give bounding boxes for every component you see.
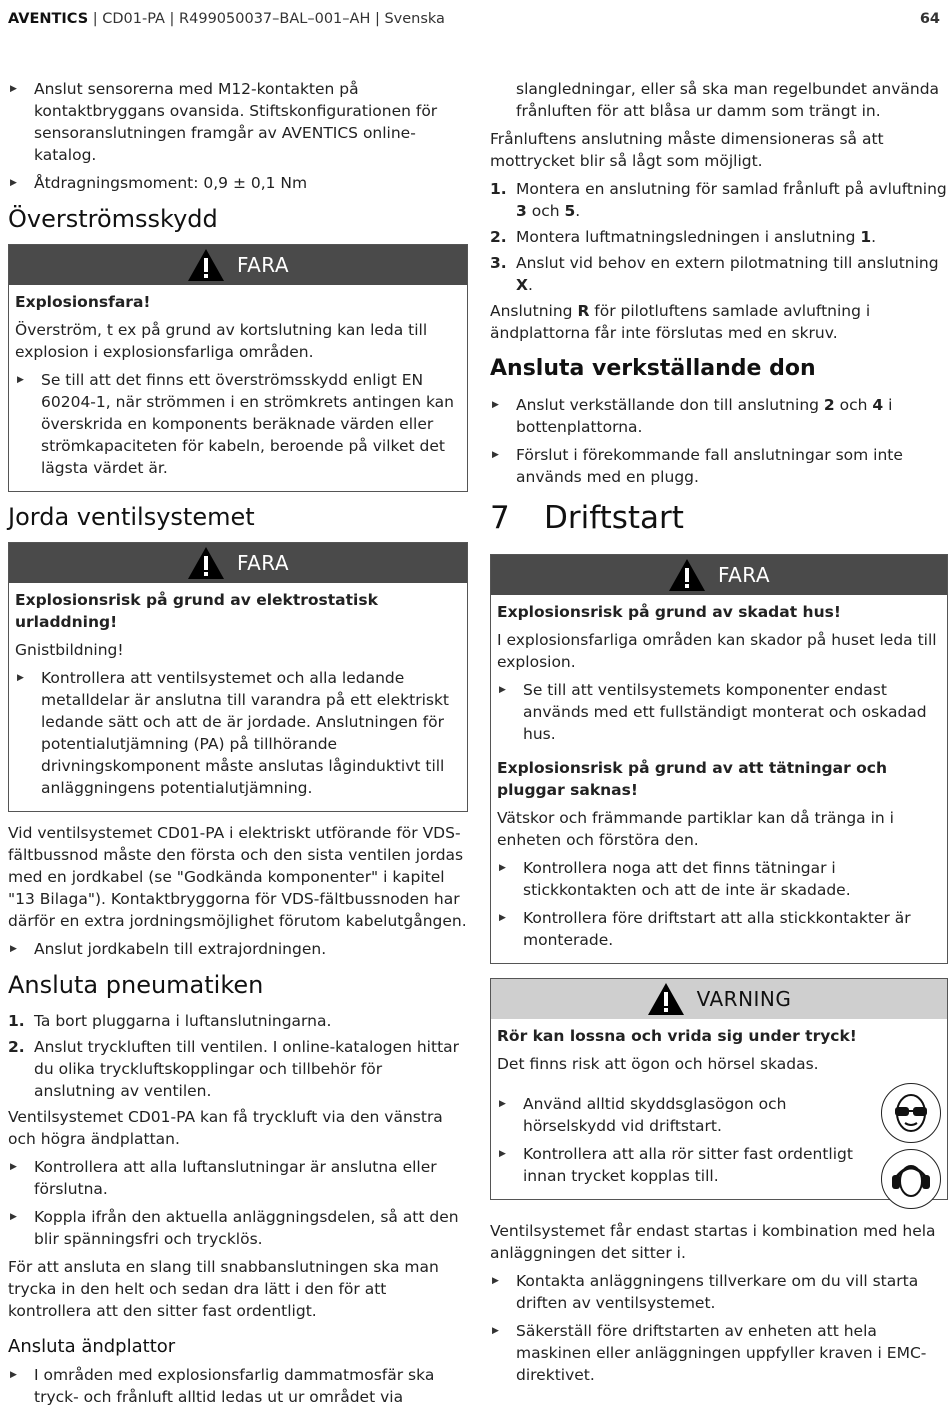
section-heading-endplates: Ansluta ändplattor (8, 1336, 176, 1357)
paragraph: Ventilsystemet får endast startas i kombination med hela anläggningen det sitter i. (490, 1222, 936, 1262)
bullet-item: ▶ Anslut verkställande don till anslutning 2 och 4 i bottenplattorna. (490, 394, 948, 438)
left-column (8, 78, 468, 1414)
warning-title: Rör kan lossna och vrida sig under tryck! (497, 1027, 857, 1045)
section-heading-pneumatics: Ansluta pneumatiken (8, 971, 264, 999)
danger-box (8, 244, 468, 492)
bullet-item: ▶ Anslut sensorerna med M12-kontakten på kontaktbryggans ovansida. Stiftskonfigurationen för sensoranslutningen framgår av AVENTICS online-katalog. (8, 78, 468, 166)
numbered-step: 2. Anslut tryckluften till ventilen. I online-katalogen hittar du olika tryckluftskopplingar och tillbehör för anslutning av ventilen. (8, 1038, 460, 1100)
brand-name: AVENTICS (8, 11, 89, 27)
danger-text: Överström, t ex på grund av kortslutning kan leda till explosion i explosionsfarliga områden. (15, 321, 428, 361)
signal-word: FARA (236, 253, 290, 277)
danger-title: Explosionsfara! (15, 293, 151, 311)
signal-word: FARA (717, 563, 771, 587)
danger-text: Vätskor och främmande partiklar kan då tränga in i enheten och förstöra den. (497, 809, 894, 849)
page-header (8, 8, 942, 28)
danger-signal-bar (9, 543, 467, 583)
paragraph: Anslutning R för pilotluftens samlade avluftning i ändplattorna får inte förslutas med en skruv. (490, 302, 871, 342)
bullet-item: ▶ Använd alltid skyddsglasögon och hörselskydd vid driftstart. (497, 1093, 867, 1137)
danger-text: I explosionsfarliga områden kan skador på huset leda till explosion. (497, 631, 937, 671)
hearing-protection-icon (881, 1149, 941, 1209)
continued-text: slangledningar, eller så ska man regelbundet använda frånluften för att blåsa ur damm som trängt in. (516, 80, 940, 120)
section-heading-grounding: Jorda ventilsystemet (8, 503, 255, 531)
section-heading-actuators: Ansluta verkställande don (490, 356, 816, 381)
warning-triangle-icon (187, 546, 225, 580)
warning-triangle-icon (647, 982, 685, 1016)
danger-box (490, 554, 948, 964)
paragraph: Vid ventilsystemet CD01-PA i elektriskt utförande för VDS-fältbussnod måste den första och den sista ventilen jordas med en jordkabel (se "Godkända komponenter" i kapitel "13 Bilaga"). Kontaktbryggorna för VDS-fältbussnoden har därför en extra jordningsmöjlighet förutom kabelutgången. (8, 824, 467, 930)
bullet-item: ▶ Kontakta anläggningens tillverkare om du vill starta driften av ventilsystemet. (490, 1270, 948, 1314)
bullet-item: ▶ Koppla ifrån den aktuella anläggningsdelen, så att den blir spänningsfri och trycklös. (8, 1206, 468, 1250)
bullet-item: ▶ I områden med explosionsfarlig dammatmosfär ska tryck- och frånluft alltid ledas ut ur området via (8, 1364, 468, 1408)
section-heading-overcurrent: Överströmsskydd (8, 205, 218, 233)
warning-signal-bar (491, 979, 947, 1019)
bullet-item: ▶ Kontrollera att ventilsystemet och alla ledande metalldelar är anslutna till varandra på ett elektriskt ledande sätt och att de är jordade. Anslutningen för potentialutjämning (PA) på tillhörande drivningskomponent måste anslutas låginduktivt till anläggningens potentialutjämning. (15, 667, 461, 799)
danger-title: Explosionsrisk på grund av elektrostatisk urladdning! (15, 591, 378, 631)
paragraph: Frånluftens anslutning måste dimensioneras så att mottrycket blir så lågt som möjligt. (490, 130, 884, 170)
bullet-item: ▶ Kontrollera noga att det finns tätningar i stickkontakten och att de inte är skadade. (497, 857, 941, 901)
safety-glasses-icon (881, 1083, 941, 1143)
bullet-item: ▶ Se till att ventilsystemets komponenter endast används med ett fullständigt monterat och oskadad hus. (497, 679, 941, 745)
signal-word: FARA (236, 551, 290, 575)
danger-title: Explosionsrisk på grund av att tätningar och pluggar saknas! (497, 759, 887, 799)
danger-title: Explosionsrisk på grund av skadat hus! (497, 603, 841, 621)
numbered-step: 1. Montera en anslutning för samlad frånluft på avluftning 3 och 5. (490, 180, 947, 220)
header-doc-info: | CD01-PA | R499050037–BAL–001–AH | Svenska (88, 11, 445, 27)
bullet-item: ▶ Säkerställ före driftstarten av enheten att hela maskinen eller anläggningen uppfyller kraven i EMC-direktivet. (490, 1320, 948, 1386)
paragraph: Ventilsystemet CD01-PA kan få tryckluft via den vänstra och högra ändplattan. (8, 1108, 443, 1148)
danger-text: Gnistbildning! (15, 641, 124, 659)
chapter-number: 7 (490, 500, 510, 536)
bullet-item: ▶ Kontrollera före driftstart att alla stickkontakter är monterade. (497, 907, 941, 951)
chapter-heading (490, 500, 948, 536)
bullet-item: ▶ Kontrollera att alla luftanslutningar är anslutna eller förslutna. (8, 1156, 468, 1200)
warning-triangle-icon (187, 248, 225, 282)
danger-box (8, 542, 468, 812)
numbered-step: 3. Anslut vid behov en extern pilotmatning till anslutning X. (490, 254, 939, 294)
danger-signal-bar (9, 245, 467, 285)
danger-signal-bar (491, 555, 947, 595)
page-number: 64 (919, 11, 940, 27)
bullet-item: ▶ Kontrollera att alla rör sitter fast ordentligt innan trycket kopplas till. (497, 1143, 867, 1187)
signal-word: VARNING (696, 987, 792, 1011)
right-column (490, 78, 948, 1392)
warning-text: Det finns risk att ögon och hörsel skadas. (497, 1055, 819, 1073)
bullet-item: ▶ Förslut i förekommande fall anslutningar som inte används med en plugg. (490, 444, 948, 488)
bullet-item: ▶ Anslut jordkabeln till extrajordningen. (8, 938, 468, 960)
paragraph: För att ansluta en slang till snabbanslutningen ska man trycka in den helt och sedan dra lätt i den för att kontrollera att den sitter fast ordentligt. (8, 1258, 439, 1320)
numbered-step: 1. Ta bort pluggarna i luftanslutningarna. (8, 1012, 332, 1030)
bullet-item: ▶ Åtdragningsmoment: 0,9 ± 0,1 Nm (8, 172, 468, 194)
chapter-title: Driftstart (544, 500, 684, 536)
warning-triangle-icon (668, 558, 706, 592)
bullet-item: ▶ Se till att det finns ett överströmsskydd enligt EN 60204-1, när strömmen i en strömkrets antingen kan överskrida en komponents beräknade värden eller strömkapaciteten för kabeln, beroende på vilket det lägsta värdet är. (15, 369, 461, 479)
warning-box (490, 978, 948, 1200)
numbered-step: 2. Montera luftmatningsledningen i anslutning 1. (490, 228, 877, 246)
